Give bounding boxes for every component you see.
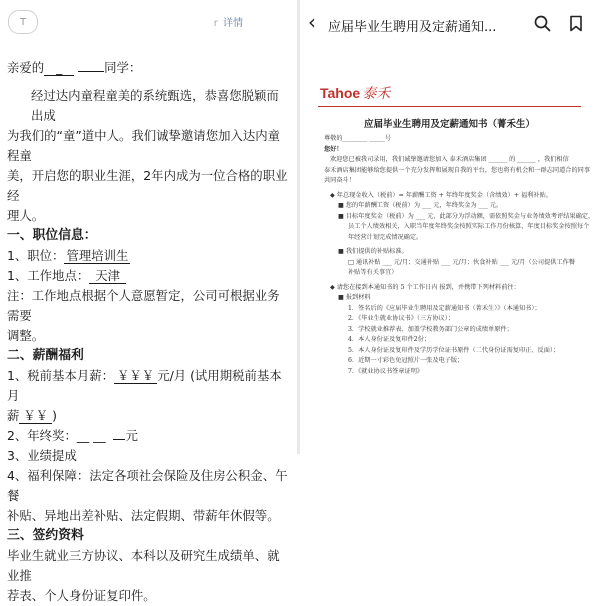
doc-body <box>324 134 595 377</box>
doc-line: 5．本人身份证及复印件及学历学位证书原件（二代身份证需复印正、反面）； <box>348 346 560 354</box>
viewer-header <box>300 8 599 38</box>
doc-line: 共同奋斗！ <box>324 177 355 184</box>
welfare-line-2: 补贴、异地出差补贴、法定假期、带薪年休假等。 <box>7 508 280 523</box>
intro-line-2: 为我们的“童”道中人。我们诚挚邀请您加入达内童程童 <box>7 128 281 163</box>
probation-salary-value: ￥￥ <box>19 408 52 424</box>
logo-divider <box>318 106 581 107</box>
intro-line-4: 理人。 <box>7 208 45 223</box>
doc-line: ◆ 年总现金收入（税前）= 年薪酬工资 + 年终年度奖金（含绩效）+ 福利补贴。 <box>330 191 552 199</box>
doc-line: ■ 您的年薪酬工资（税前）为 ___ 元，年终奖金为 ___ 元。 <box>338 202 503 209</box>
position-line: 1、职位： 管理培训生 <box>7 248 129 263</box>
doc-line: □ 通讯补贴 ___ 元/月；交通补贴 ___ 元/月；伙食补贴 ___ 元/月（公司提供工作餐 <box>348 258 575 266</box>
detail-link[interactable]: 详情 <box>223 18 243 29</box>
doc-line: 补贴等有关事宜） <box>348 269 398 276</box>
sign-line-2: 荐表、个人身份证复印件。 <box>7 588 156 603</box>
offer-letter-text <box>7 58 290 606</box>
doc-line: 年经营计划完成情况确定。 <box>348 233 423 241</box>
bookmark-icon[interactable] <box>569 15 583 32</box>
doc-line: ■ 目标年度奖金（税前）为 ___ 元，此部分为浮动额，需依照奖金与业务绩效考评结果确定， <box>338 212 595 220</box>
header-prefix: r <box>213 18 218 29</box>
search-icon[interactable] <box>534 15 551 32</box>
doc-line: ■ 报到材料 <box>338 294 371 301</box>
note-line-1: 注：工作地点根据个人意愿暂定，公司可根据业务需要 <box>7 288 280 323</box>
year-end-line: 2、年终奖：__ __ 元 <box>7 428 138 443</box>
document-page <box>310 80 595 454</box>
doc-line: 泰禾酒店集团能够给您提供一个充分发挥和展现自我的平台，您也将有机会和一群志同道合的同事 <box>324 166 591 174</box>
doc-heading: 应届毕业生聘用及定薪通知书（菁禾生） <box>363 119 535 130</box>
doc-line: ◆ 请您在接到本通知书的 5 个工作日内 报到，并携带下列材料前往： <box>330 283 520 291</box>
message-panel <box>0 0 300 603</box>
tahoe-logo: Tahoe 泰禾 <box>320 85 391 102</box>
section-job-info: 一、职位信息： <box>7 228 97 243</box>
intro-line-3: 美，开启您的职业生涯，2年内成为一位合格的职业经 <box>7 168 288 203</box>
doc-line: 2．《毕业生就业协议书》（三方协议）； <box>348 315 455 322</box>
doc-line: 7．《就业协议书签章证明》 <box>348 367 424 375</box>
doc-line: 员工个人绩效相关，入职当年度年终奖金按照实际工作月份核算，年度目标奖金按照每个 <box>348 223 590 230</box>
note-line-2: 调整。 <box>7 328 45 343</box>
doc-line: 尊敬的________ _____号 <box>324 135 391 142</box>
doc-line: 4．本人身份证及复印件2份； <box>348 336 431 343</box>
section-salary: 二、薪酬福利 <box>7 348 84 363</box>
doc-line: 3．学校就业推荐表、加盖学校教务部门公章的成绩单原件； <box>348 325 513 333</box>
location-value: 天津 <box>89 268 126 284</box>
bonus-line: 3、业绩提成 <box>7 448 77 463</box>
doc-line: 6．近期一寸彩色免冠照片一张及电子版； <box>348 357 464 364</box>
intro-line-1: 经过达内童程童美的系统甄选，恭喜您脱颖而出成 <box>31 88 279 123</box>
section-sign: 三、签约资料 <box>7 528 84 543</box>
document-viewer <box>300 0 599 454</box>
salary-value: ￥￥￥ <box>114 368 157 384</box>
welfare-line-1: 4、福利保障：法定各项社会保险及住房公积金、午餐 <box>7 468 288 503</box>
salary-line-2: 薪 ￥￥ ) <box>7 408 58 423</box>
doc-line: 欢迎您已被我司录用，我们诚挚邀请您加入 泰禾酒店集团 ______ 的 ______ ，我们相信 <box>330 156 569 163</box>
doc-line: 1．签名后的《应届毕业生聘用及定薪通知书（菁禾生）》（本通知书）； <box>348 304 541 312</box>
position-value: 管理培训生 <box>66 248 129 263</box>
greeting-line: 亲爱的 _ 同学： <box>7 60 142 75</box>
message-header <box>8 10 289 32</box>
doc-line: 您好！ <box>324 145 343 153</box>
avatar[interactable]: T <box>8 10 38 34</box>
salary-line: 1、税前基本月薪： ￥￥￥ 元/月 (试用期税前基本月 <box>7 368 282 403</box>
doc-line: ■ 我们提供的补贴标准。 <box>338 248 408 255</box>
back-arrow-icon[interactable]: ‹ <box>308 10 316 34</box>
sign-line-1: 毕业生就业三方协议、本科以及研究生成绩单、就业推 <box>7 548 280 583</box>
detail-area <box>214 14 243 29</box>
document-title: 应届毕业生聘用及定薪通知... <box>328 20 497 35</box>
location-line: 1、工作地点： 天津 <box>7 266 290 286</box>
